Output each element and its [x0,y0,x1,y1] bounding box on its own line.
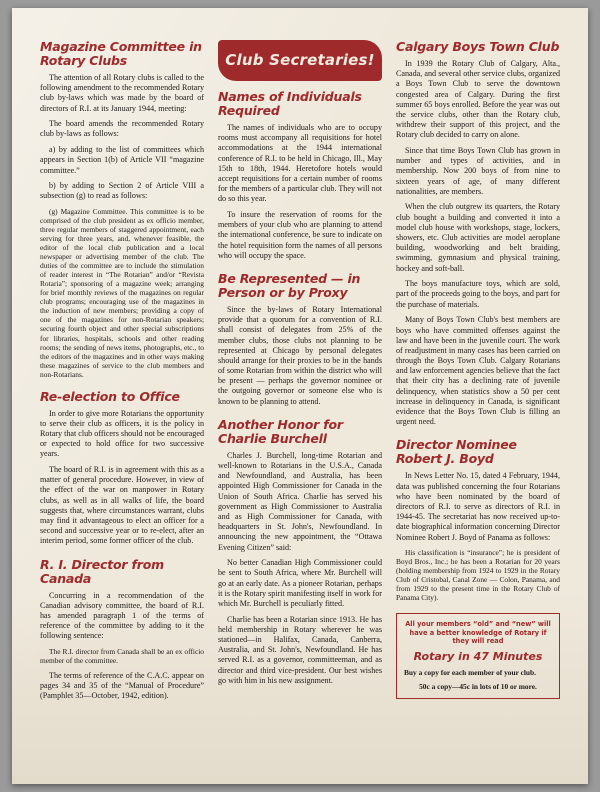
paragraph: When the club outgrew its quarters, the Rotary club bought a building and converted it into a model club house with workshops, stage, lockers, showers, etc. Club activities are model aeroplane building, woodworking and belt braiding, swimming, gymnasium and physical training, hockey and soft-ball. [396,202,560,273]
club-secretaries-banner: Club Secretaries! [218,40,382,81]
section-heading: Magazine Committee in Rotary Clubs [40,39,202,68]
section-heading: Be Represented — in Person or by Proxy [218,270,361,300]
paragraph: Charlie has been a Rotarian since 1913. He has held membership in Rotary wherever he was stationed—in Halifax, Canada, Canberra, Australia, and St. John's, Newfoundland. He has served R.I. as a governor, committeeman, and as director and third vice-president. Our best wishes go with him in his new assignment. [218,614,382,685]
paragraph: Since that time Boys Town Club has grown in number and types of activities, and in membership. Now 200 boys of from nine to sixteen years of age, of many different nationalities, are members. [396,146,560,196]
section-reelection-to-office [40,390,204,547]
section-calgary-boys-town-club [396,40,560,427]
ad-price-text: 50c a copy—45c in lots of 10 or more. [419,682,537,692]
section-heading: R. I. Director from Canada [40,556,164,586]
paragraph: To insure the reservation of rooms for the members of your club who are planning to attend the international conference, be sure to indicate on the hotel requisition form the names of all persons who will occupy the space. [218,210,382,260]
ad-title: Rotary in 47 Minutes [413,650,543,664]
paragraph: b) by adding to Section 2 of Article VIII a subsection (g) to read as follows: [40,181,204,201]
section-be-represented [218,272,382,407]
advertisement-box [396,613,560,699]
section-names-of-individuals-required [218,90,382,261]
paragraph: Since the by-laws of Rotary International provide that a quorum for a convention of R.I. shall consist of delegates from 25% of the member clubs, those clubs not planning to be represented at Chicago by personal delegates should arrange for their proxies to be in the hands of some Rotarian from within the district who will be present — perhaps the governor nominee or the outgoing governor or someone else who is known to be planning to attend. [218,304,382,406]
section-heading: Calgary Boys Town Club [396,39,560,54]
middle-column [218,40,382,752]
paragraph: Charles J. Burchell, long-time Rotarian and well-known to Rotarians in the U.S.A., Canada and Newfoundland, and Australia, has been appointed High Commissioner for Canada in the Union of South Africa. Charlie has served his government as High Commissioner to Australia and as High Commissioner for Canada, with headquarters in St. John's, Newfoundland. In announcing the new appointment, the “Ottawa Evening Citizen” said: [218,450,382,552]
section-heading: Another Honor for Charlie Burchell [218,416,343,446]
paragraph: Many of Boys Town Club's best members are boys who have committed offenses against the law and have been in the juvenile court. The work of readjustment in many cases has been carried on through the Boys Town Club. Calgary Rotarians and law enforcement agencies believe that the fact that their city has a declining rate of juvenile delinquency, when statistics show a 50 per cent increase in delinquency in Canada, is significant evidence that the Boys Town Club is filling an urgent need. [396,315,560,427]
ad-body-text: Buy a copy for each member of your club. [404,668,536,678]
section-director-nominee-robert-j-boyd [396,438,560,602]
paragraph: The names of individuals who are to occupy rooms must accompany all requisitions for hotel accommodations at the 1944 international conference of R.I. to be held in Chicago, Ill., May 15th to 18th, 1944. Heretofore hotels would accept requisitions for a certain number of rooms for the members of a particular club. They will not do so this year. [218,123,382,204]
ad-lead-text: All your members “old” and “new” will have a better knowledge of Rotary if they will read [405,620,551,645]
column-layout [40,40,560,752]
paragraph: The attention of all Rotary clubs is called to the following amendment to the recommended Rotary club by-laws which was made by the board of directors of R.I. at its January 1944, meeting: [40,73,204,113]
paragraph: In order to give more Rotarians the opportunity to serve their club as officers, it is the policy in Rotary that club officers should not be encouraged or expected to hold office for two successive years. [40,408,204,459]
newsletter-page [12,8,588,784]
paragraph: In 1939 the Rotary Club of Calgary, Alta., Canada, and several other service clubs, organized a Boys Town Club to serve the downtown congested area of Calgary. During the first summer 65 boys enrolled. Before the year was out the service clubs, other than the Rotary club, withdrew their support of this project, and the Rotary club decided to carry on alone. [396,59,560,140]
paragraph-small: His classification is “insurance”; he is president of Boyd Bros., Inc.; he has been a Rotarian for 20 years (holding membership from 1924 to 1929 in the Rotary Club of Cristobal, Canal Zone — Colon, Panama, and from 1929 to the present time in the Rotary Club of Panama City). [396,548,560,603]
paragraph: The boys manufacture toys, which are sold, part of the proceeds going to the boys, and part for the purchase of materials. [396,279,560,309]
paragraph-small: The R.I. director from Canada shall be an ex officio member of the committee. [40,647,204,666]
paragraph: The board of R.I. is in agreement with this as a matter of general procedure. However, in view of the effect of the war on manpower in Rotary clubs, as well as in all walks of life, the board suggests that, where circumstances warrant, clubs may find it advantageous to elect an officer for a second and successive year or to re-elect, after an interim period, some former officer of the club. [40,465,204,546]
paragraph: No better Canadian High Commissioner could be sent to South Africa, where Mr. Burchell will go at an early date. As a pioneer Rotarian, perhaps it is the Rotary spirit manifesting itself in work for which Mr. Burchell is peculiarly fitted. [218,558,382,608]
paragraph: The board amends the recommended Rotary club by-laws as follows: [40,119,204,139]
section-ri-director-from-canada [40,558,204,702]
section-heading: Names of Individuals Required [218,89,362,118]
section-heading: Director Nominee Robert J. Boyd [396,437,517,467]
paragraph-small: (g) Magazine Committee. This committee is to be comprised of the club president as ex officio member, three regular members of staggered appointment, each serving for three years, and, whenever feasible, the editor of the local club publication and a local newspaper or advertising member of the club. The duties of the committee are to include the stimulation of reader interest in “The Rotarian” and/or “Revista Rotaria”; sponsoring of a magazine week; arranging for brief monthly reviews of the magazines on regular club programs; encouraging use of the magazines in the induction of new members; providing a copy of one of the magazines for non-Rotarian speakers; securing fourth object and other special subscriptions for libraries, hospitals, schools and other reading rooms; the sending of news items, photographs, etc., to the editors of the magazines and in other ways making these magazines of service to the club members and non-Rotarians. [40,207,204,379]
paragraph: The terms of reference of the C.A.C. appear on pages 34 and 35 of the “Manual of Procedure” (Pamphlet 35—October, 1942, edition). [40,670,204,700]
paragraph: Concurring in a recommendation of the Canadian advisory committee, the board of R.I. has amended paragraph 1 of the terms of reference of the committee by adding to it the following sentence: [40,590,204,641]
right-column [396,40,560,752]
section-heading: Re-election to Office [40,388,180,404]
section-another-honor-charlie-burchell [218,418,382,686]
paragraph: In News Letter No. 15, dated 4 February, 1944, data was published concerning the four Rotarians who have been nominated by the board of directors of R.I. to serve as directors of R.I. in 1944-45. The secretariat has now received up-to-date biographical information concerning Director Nominee Robert J. Boyd of Panama as follows: [396,471,560,542]
paragraph: a) by adding to the list of committees which appears in Section 1(b) of Article VII “magazine committee.” [40,145,204,175]
section-magazine-committee [40,40,204,379]
left-column [40,40,204,752]
